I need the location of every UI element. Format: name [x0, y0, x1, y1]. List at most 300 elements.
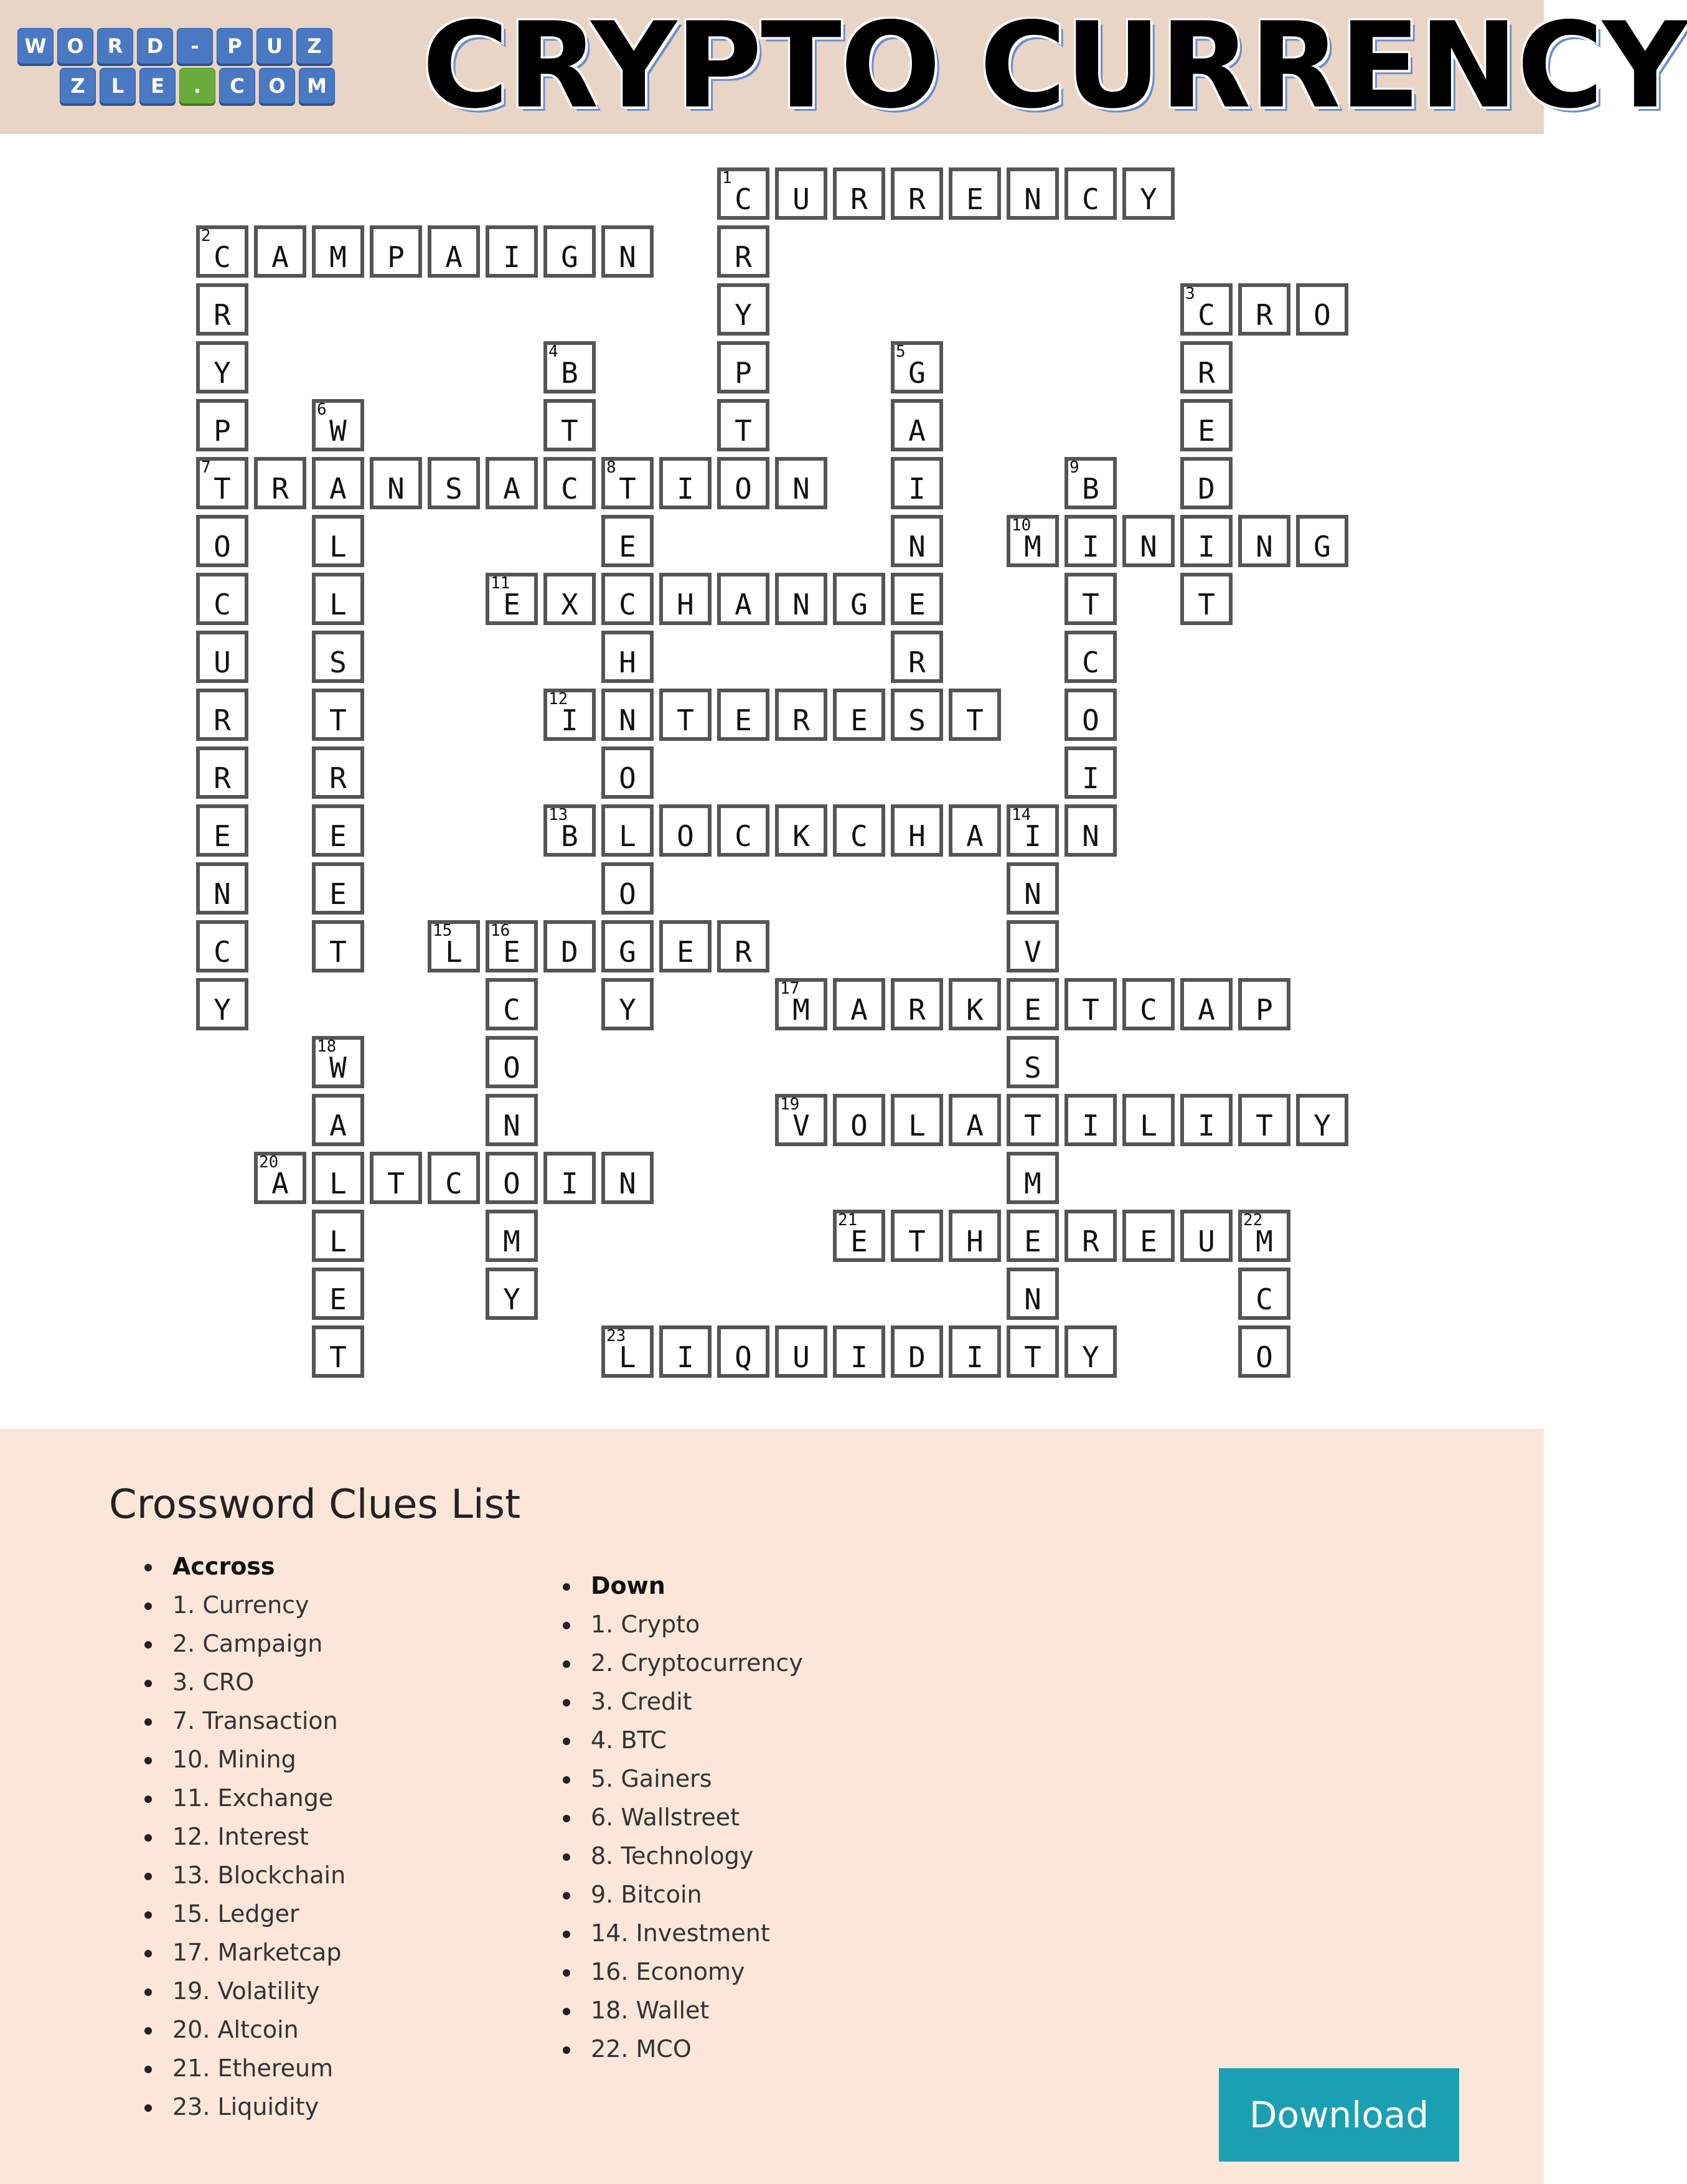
grid-cell[interactable] [833, 573, 885, 625]
grid-cell[interactable] [543, 457, 596, 509]
cell-letter: U [1198, 1225, 1215, 1258]
grid-cell[interactable] [891, 689, 943, 741]
grid-cell[interactable] [196, 804, 248, 857]
grid-cell[interactable] [1180, 515, 1233, 567]
grid-cell[interactable] [717, 167, 769, 220]
grid-cell[interactable] [949, 1094, 1001, 1146]
logo-tile: - [177, 28, 213, 64]
cell-letter: C [850, 819, 868, 853]
grid-cell[interactable] [1238, 515, 1290, 567]
cell-letter: P [1256, 993, 1273, 1027]
grid-cell[interactable] [833, 1094, 885, 1146]
grid-cell[interactable] [486, 573, 538, 625]
grid-cell[interactable] [1122, 1210, 1175, 1262]
grid-cell[interactable] [486, 225, 538, 278]
cell-letter: E [1198, 414, 1215, 448]
clues-section [0, 1429, 1544, 2184]
down-clue: 22. MCO [563, 2030, 803, 2068]
grid-cell[interactable] [1007, 1094, 1059, 1146]
grid-cell[interactable] [1238, 1268, 1290, 1320]
grid-cell[interactable] [312, 573, 364, 625]
down-clue: 6. Wallstreet [563, 1798, 803, 1837]
grid-cell[interactable] [312, 1210, 364, 1262]
clue-number: 20 [259, 1153, 279, 1172]
cell-letter: R [908, 182, 926, 216]
grid-cell[interactable] [601, 225, 654, 278]
grid-cell[interactable] [312, 515, 364, 567]
grid-cell[interactable] [891, 457, 943, 509]
logo-tile: E [139, 68, 176, 104]
clue-number: 6 [317, 400, 327, 419]
logo-tile: U [256, 28, 293, 64]
grid-cell[interactable] [1238, 1210, 1290, 1262]
grid-cell[interactable] [601, 746, 654, 799]
across-clue: 10. Mining [144, 1740, 345, 1779]
cell-letter: T [214, 472, 231, 506]
grid-cell[interactable] [254, 457, 306, 509]
down-clue: 2. Cryptocurrency [563, 1644, 803, 1682]
cell-letter: P [387, 240, 405, 274]
cell-letter: I [1024, 819, 1041, 853]
grid-cell[interactable] [891, 399, 943, 451]
grid-cell[interactable] [717, 573, 769, 625]
down-clue-list [563, 1566, 803, 2068]
grid-cell[interactable] [775, 1094, 827, 1146]
grid-cell[interactable] [1180, 341, 1233, 393]
grid-cell[interactable] [312, 862, 364, 915]
grid-cell[interactable] [370, 457, 422, 509]
grid-cell[interactable] [312, 1325, 364, 1378]
grid-cell[interactable] [1122, 978, 1175, 1030]
grid-cell[interactable] [254, 1152, 306, 1204]
grid-cell[interactable] [1007, 1036, 1059, 1088]
cell-letter: I [503, 240, 520, 274]
cell-letter: L [329, 588, 347, 621]
grid-cell[interactable] [1238, 978, 1290, 1030]
grid-cell[interactable] [312, 1268, 364, 1320]
cell-letter: N [1024, 1283, 1041, 1316]
grid-cell[interactable] [717, 283, 769, 336]
grid-cell[interactable] [1007, 920, 1059, 972]
grid-cell[interactable] [1296, 283, 1348, 336]
grid-cell[interactable] [717, 689, 769, 741]
cell-letter: R [214, 704, 231, 737]
page-header [0, 0, 1687, 134]
grid-cell[interactable] [1007, 1325, 1059, 1378]
grid-cell[interactable] [949, 1325, 1001, 1378]
grid-cell[interactable] [775, 573, 827, 625]
cell-letter: P [735, 356, 752, 390]
grid-cell[interactable] [601, 689, 654, 741]
grid-cell[interactable] [1180, 978, 1233, 1030]
grid-cell[interactable] [312, 689, 364, 741]
clue-number: 12 [548, 690, 568, 708]
cell-letter: M [792, 993, 810, 1027]
grid-cell[interactable] [543, 573, 596, 625]
cell-letter: O [214, 530, 231, 563]
grid-cell[interactable] [1064, 515, 1117, 567]
grid-cell[interactable] [196, 862, 248, 915]
grid-cell[interactable] [1180, 1210, 1233, 1262]
grid-cell[interactable] [196, 225, 248, 278]
grid-cell[interactable] [601, 804, 654, 857]
cell-letter: V [1024, 935, 1041, 969]
cell-letter: R [908, 993, 926, 1027]
grid-cell[interactable] [601, 978, 654, 1030]
grid-cell[interactable] [543, 689, 596, 741]
grid-cell[interactable] [1064, 573, 1117, 625]
cell-letter: R [1198, 356, 1215, 390]
down-clue: 3. Credit [563, 1682, 803, 1721]
grid-cell[interactable] [196, 457, 248, 509]
cell-letter: L [1140, 1109, 1157, 1142]
grid-cell[interactable] [196, 341, 248, 393]
down-clue: 8. Technology [563, 1837, 803, 1875]
grid-cell[interactable] [601, 1325, 654, 1378]
grid-cell[interactable] [601, 920, 654, 972]
logo-tile: O [57, 28, 93, 64]
grid-cell[interactable] [1007, 1210, 1059, 1262]
grid-cell[interactable] [196, 515, 248, 567]
clue-number: 22 [1243, 1211, 1263, 1230]
grid-cell[interactable] [775, 689, 827, 741]
grid-cell[interactable] [833, 1210, 885, 1262]
grid-cell[interactable] [1064, 1094, 1117, 1146]
cell-letter: B [561, 819, 578, 853]
grid-cell[interactable] [1064, 804, 1117, 857]
cell-letter: I [1082, 530, 1099, 563]
grid-cell[interactable] [659, 920, 712, 972]
cell-letter: W [329, 1051, 347, 1085]
cell-letter: I [1082, 761, 1099, 795]
cell-letter: Y [214, 356, 231, 390]
across-clue: 15. Ledger [144, 1895, 345, 1933]
grid-cell[interactable] [1064, 167, 1117, 220]
clue-number: 18 [317, 1037, 337, 1056]
grid-cell[interactable] [1007, 804, 1059, 857]
logo-tile: C [219, 68, 255, 104]
cell-letter: A [966, 819, 984, 853]
grid-cell[interactable] [312, 920, 364, 972]
download-button[interactable]: Download [1219, 2068, 1459, 2162]
grid-cell[interactable] [1180, 283, 1233, 336]
grid-cell[interactable] [659, 689, 712, 741]
down-clue: 18. Wallet [563, 1991, 803, 2030]
grid-cell[interactable] [486, 920, 538, 972]
across-clue: 23. Liquidity [144, 2088, 345, 2126]
cell-letter: T [1024, 1340, 1041, 1374]
grid-cell[interactable] [486, 1036, 538, 1088]
grid-cell[interactable] [196, 920, 248, 972]
grid-cell[interactable] [543, 1152, 596, 1204]
grid-cell[interactable] [717, 457, 769, 509]
grid-cell[interactable] [891, 515, 943, 567]
grid-cell[interactable] [1064, 1210, 1117, 1262]
grid-cell[interactable] [312, 225, 364, 278]
grid-cell[interactable] [1064, 746, 1117, 799]
grid-cell[interactable] [196, 283, 248, 336]
grid-cell[interactable] [949, 978, 1001, 1030]
grid-cell[interactable] [486, 1094, 538, 1146]
grid-cell[interactable] [601, 1152, 654, 1204]
cell-letter: N [1140, 530, 1157, 563]
grid-cell[interactable] [949, 689, 1001, 741]
grid-cell[interactable] [1007, 1152, 1059, 1204]
grid-cell[interactable] [891, 341, 943, 393]
grid-cell[interactable] [1180, 457, 1233, 509]
grid-cell[interactable] [254, 225, 306, 278]
grid-cell[interactable] [1296, 1094, 1348, 1146]
cell-letter: H [966, 1225, 984, 1258]
grid-cell[interactable] [775, 978, 827, 1030]
grid-cell[interactable] [196, 399, 248, 451]
cell-letter: N [792, 588, 810, 621]
grid-cell[interactable] [370, 225, 422, 278]
grid-cell[interactable] [949, 804, 1001, 857]
cell-letter: I [561, 704, 578, 737]
grid-cell[interactable] [833, 978, 885, 1030]
cell-letter: O [677, 819, 694, 853]
cell-letter: C [1198, 298, 1215, 332]
grid-cell[interactable] [543, 225, 596, 278]
grid-cell[interactable] [486, 978, 538, 1030]
across-clue-list [144, 1547, 345, 2126]
grid-cell[interactable] [659, 573, 712, 625]
cell-letter: L [619, 1340, 636, 1374]
cell-letter: S [445, 472, 463, 506]
cell-letter: L [329, 1167, 347, 1200]
cell-letter: R [792, 704, 810, 737]
grid-cell[interactable] [428, 225, 480, 278]
grid-cell[interactable] [775, 804, 827, 857]
grid-cell[interactable] [1064, 631, 1117, 683]
grid-cell[interactable] [543, 920, 596, 972]
grid-cell[interactable] [717, 1325, 769, 1378]
down-clue: 5. Gainers [563, 1759, 803, 1798]
logo-tile: . [179, 68, 215, 104]
cell-letter: C [561, 472, 578, 506]
grid-cell[interactable] [486, 1152, 538, 1204]
grid-cell[interactable] [196, 689, 248, 741]
grid-cell[interactable] [543, 399, 596, 451]
grid-cell[interactable] [833, 804, 885, 857]
grid-cell[interactable] [312, 1094, 364, 1146]
clue-number: 10 [1012, 516, 1031, 535]
grid-cell[interactable] [312, 1036, 364, 1088]
grid-cell[interactable] [833, 1325, 885, 1378]
page-title: CRYPTO CURRENCY [422, 0, 1687, 134]
grid-cell[interactable] [1007, 978, 1059, 1030]
grid-cell[interactable] [601, 573, 654, 625]
across-clue: 19. Volatility [144, 1972, 345, 2010]
grid-cell[interactable] [428, 1152, 480, 1204]
grid-cell[interactable] [775, 457, 827, 509]
clue-number: 14 [1012, 806, 1031, 824]
grid-cell[interactable] [312, 746, 364, 799]
logo-tile: W [17, 28, 54, 64]
cell-letter: O [850, 1109, 868, 1142]
cell-letter: D [561, 935, 578, 969]
grid-cell[interactable] [601, 862, 654, 915]
clue-number: 23 [606, 1327, 626, 1345]
grid-cell[interactable] [543, 341, 596, 393]
grid-cell[interactable] [659, 457, 712, 509]
clue-number: 3 [1185, 285, 1195, 303]
grid-cell[interactable] [775, 1325, 827, 1378]
grid-cell[interactable] [949, 1210, 1001, 1262]
cell-letter: N [792, 472, 810, 506]
grid-cell[interactable] [196, 978, 248, 1030]
grid-cell[interactable] [196, 631, 248, 683]
site-logo[interactable] [17, 22, 347, 106]
grid-cell[interactable] [1122, 167, 1175, 220]
cell-letter: G [619, 935, 636, 969]
grid-cell[interactable] [312, 457, 364, 509]
logo-row-top [17, 28, 332, 64]
grid-cell[interactable] [891, 804, 943, 857]
grid-cell[interactable] [833, 167, 885, 220]
grid-cell[interactable] [370, 1152, 422, 1204]
grid-cell[interactable] [717, 341, 769, 393]
grid-cell[interactable] [486, 457, 538, 509]
grid-cell[interactable] [1238, 1094, 1290, 1146]
cell-letter: Y [1082, 1340, 1099, 1374]
cell-letter: T [329, 935, 347, 969]
cell-letter: Y [214, 993, 231, 1027]
grid-cell[interactable] [1238, 1325, 1290, 1378]
grid-cell[interactable] [1007, 862, 1059, 915]
cell-letter: N [387, 472, 405, 506]
logo-tile: Z [296, 28, 332, 64]
grid-cell[interactable] [775, 167, 827, 220]
grid-cell[interactable] [1064, 1325, 1117, 1378]
cell-letter: U [792, 1340, 810, 1374]
grid-cell[interactable] [1007, 1268, 1059, 1320]
grid-cell[interactable] [1007, 167, 1059, 220]
grid-cell[interactable] [717, 399, 769, 451]
grid-cell[interactable] [717, 920, 769, 972]
grid-cell[interactable] [717, 225, 769, 278]
grid-cell[interactable] [891, 573, 943, 625]
clue-number: 4 [548, 342, 558, 361]
clue-number: 11 [491, 574, 510, 593]
grid-cell[interactable] [891, 1325, 943, 1378]
cell-letter: L [329, 530, 347, 563]
logo-tile: L [100, 68, 136, 104]
grid-cell[interactable] [891, 1210, 943, 1262]
grid-cell[interactable] [891, 631, 943, 683]
cell-letter: N [503, 1109, 520, 1142]
cell-letter: N [619, 704, 636, 737]
grid-cell[interactable] [1064, 457, 1117, 509]
logo-tile: O [259, 68, 295, 104]
grid-cell[interactable] [428, 457, 480, 509]
grid-cell[interactable] [312, 804, 364, 857]
grid-cell[interactable] [601, 457, 654, 509]
grid-cell[interactable] [1007, 515, 1059, 567]
cell-letter: E [329, 877, 347, 911]
cell-letter: C [214, 588, 231, 621]
grid-cell[interactable] [1064, 689, 1117, 741]
cell-letter: I [677, 1340, 694, 1374]
grid-cell[interactable] [486, 1210, 538, 1262]
grid-cell[interactable] [601, 515, 654, 567]
cell-letter: C [445, 1167, 463, 1200]
cell-letter: O [619, 761, 636, 795]
grid-cell[interactable] [949, 167, 1001, 220]
grid-cell[interactable] [543, 804, 596, 857]
clue-number: 2 [201, 227, 211, 245]
cell-letter: E [677, 935, 694, 969]
cell-letter: H [677, 588, 694, 621]
grid-cell[interactable] [428, 920, 480, 972]
cell-letter: I [1198, 1109, 1215, 1142]
grid-cell[interactable] [196, 573, 248, 625]
grid-cell[interactable] [1180, 399, 1233, 451]
grid-cell[interactable] [659, 1325, 712, 1378]
cell-letter: E [850, 1225, 868, 1258]
cell-letter: O [503, 1167, 520, 1200]
cell-letter: C [1082, 646, 1099, 679]
grid-cell[interactable] [312, 1152, 364, 1204]
clue-number: 17 [780, 979, 800, 998]
cell-letter: Y [1140, 182, 1157, 216]
grid-cell[interactable] [312, 631, 364, 683]
grid-cell[interactable] [1064, 978, 1117, 1030]
cell-letter: R [908, 646, 926, 679]
cell-letter: E [214, 819, 231, 853]
grid-cell[interactable] [601, 631, 654, 683]
cell-letter: E [1140, 1225, 1157, 1258]
grid-cell[interactable] [1180, 1094, 1233, 1146]
cell-letter: M [503, 1225, 520, 1258]
cell-letter: B [561, 356, 578, 390]
grid-cell[interactable] [891, 167, 943, 220]
grid-cell[interactable] [486, 1268, 538, 1320]
cell-letter: N [1024, 182, 1041, 216]
cell-letter: N [214, 877, 231, 911]
grid-cell[interactable] [1122, 1094, 1175, 1146]
grid-cell[interactable] [891, 1094, 943, 1146]
cell-letter: T [561, 414, 578, 448]
cell-letter: E [503, 935, 520, 969]
cell-letter: L [619, 819, 636, 853]
grid-cell[interactable] [659, 804, 712, 857]
grid-cell[interactable] [196, 746, 248, 799]
cell-letter: N [619, 1167, 636, 1200]
grid-cell[interactable] [1296, 515, 1348, 567]
cell-letter: W [329, 414, 347, 448]
grid-cell[interactable] [891, 978, 943, 1030]
cell-letter: N [1082, 819, 1099, 853]
grid-cell[interactable] [1180, 573, 1233, 625]
cell-letter: C [214, 935, 231, 969]
clue-number: 21 [838, 1211, 858, 1230]
cell-letter: E [329, 1283, 347, 1316]
cell-letter: U [214, 646, 231, 679]
cell-letter: R [735, 935, 752, 969]
grid-cell[interactable] [1238, 283, 1290, 336]
cell-letter: E [329, 819, 347, 853]
grid-cell[interactable] [1122, 515, 1175, 567]
grid-cell[interactable] [717, 804, 769, 857]
grid-cell[interactable] [312, 399, 364, 451]
cell-letter: L [445, 935, 463, 969]
grid-cell[interactable] [833, 689, 885, 741]
cell-letter: R [214, 761, 231, 795]
cell-letter: I [850, 1340, 868, 1374]
cell-letter: N [1024, 877, 1041, 911]
